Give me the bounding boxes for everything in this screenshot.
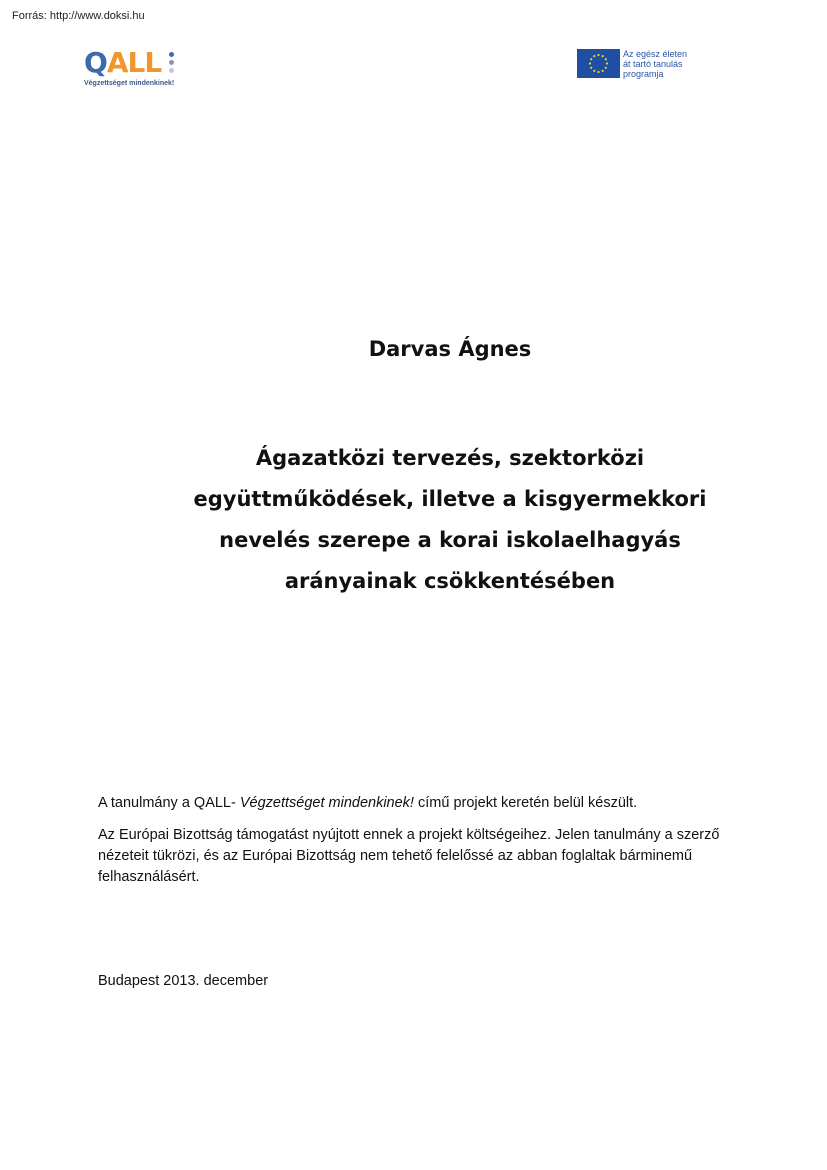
document-title: Ágazatközi tervezés, szektorközi együttműködések, illetve a kisgyermekkori nevelés szerepe a korai iskolaelhagyás arányainak csökkentésében bbox=[193, 446, 707, 593]
eu-disclaimer: Az Európai Bizottság támogatást nyújtott ennek a projekt költségeihez. Jelen tanulmány a szerző nézeteit tükrözi, és az Európai Bizottság nem tehető felelőssé az abban foglaltak bárminemű felhasználásért. bbox=[98, 827, 720, 885]
place-date: Budapest 2013. december bbox=[98, 973, 269, 989]
qall-dots-icon bbox=[169, 52, 175, 76]
project-note: A tanulmány a QALL- Végzettséget mindenkinek! című projekt keretén belül készült. bbox=[98, 795, 638, 811]
source-line: Forrás: http://www.doksi.hu bbox=[12, 10, 145, 22]
eu-lifelong-learning-logo bbox=[577, 49, 687, 79]
author-name: Darvas Ágnes bbox=[368, 337, 532, 361]
qall-tagline: Végzettséget mindenkinek! bbox=[84, 80, 175, 87]
eu-flag-icon bbox=[577, 49, 620, 78]
qall-wordmark: QALL bbox=[84, 46, 162, 79]
eu-program-text: Az egész életen át tartó tanulás programja bbox=[623, 49, 688, 79]
qall-logo bbox=[84, 48, 184, 87]
